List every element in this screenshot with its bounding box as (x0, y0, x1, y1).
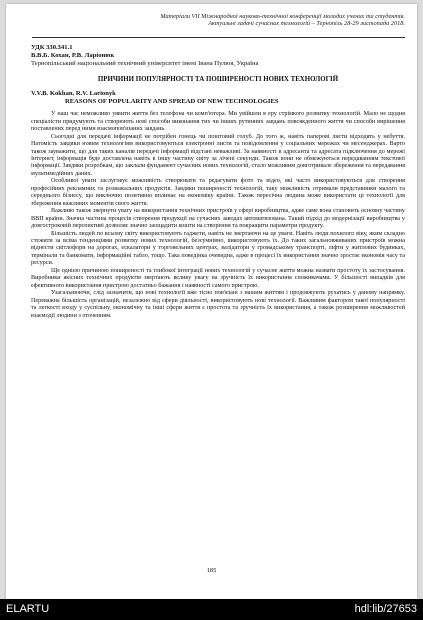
paragraph: Ще однією причиною поширеності та глибокої інтеграції нових технологій у сучасне життя можна назвати простоту їх застосування. Виробники якісних технічних продуктів звертають велику увагу на зручність їх використання споживачами. У більшості випадків для ефективного використання пристрою достатньо бажання і наявності самого пристрою. (31, 267, 405, 289)
repository-name: ELARTU (6, 603, 50, 615)
paragraph: Важливо також звернути увагу на використання технічних пристроїв у сфері виробництва, адже саме вона становить основну частину ВВП країни. Значна частина процесів створення продукції на сучасних заводах автоматизована. Такий підхід до модернізації виробництва у довгостроковій перспективі дозволяє значно заощадити кошти на створення та покращити параметри продукту. (31, 208, 405, 230)
paragraph: Узагальнюючи, слід зазначити, що нові технології вже тісно пов'язані з нашим життям і продовжують рухатись у даному напрямку. Переважна більшість організацій, незалежно від сфери діяльності, використовують нові технології. Важливим фактором такої популярності та легкості входу у суспільну, економічну та інші сфери життя є простота та зручність їх використання, а також розширення можливостей взаємодії людини з оточенням. (31, 290, 405, 319)
udc-code: УДК 330.341.1 (31, 44, 73, 51)
authors-en: V.V.B. Kokhan, R.V. Larionyk (31, 90, 116, 98)
repository-footer-bar (0, 599, 423, 620)
handle-id: hdl:lib/27653 (354, 603, 417, 615)
article-title-en: REASONS OF POPULARITY AND SPREAD OF NEW TECHNOLOGIES (65, 98, 279, 106)
header-rule (32, 37, 405, 38)
english-block (31, 90, 405, 106)
article-title-ua: ПРИЧИНИ ПОПУЛЯРНОСТІ ТА ПОШИРЕНОСТІ НОВИХ ТЕХНОЛОГІЙ (97, 76, 339, 84)
paragraph: Особливої уваги заслуговує можливість створювати та редагувати фото та відео, які часто використовуються для створення професійних рекламних та розважальних продуктів. Завдяки поширеності технологій, таку можливість отримали представники малого та середнього бізнесу, що виключно позитивно вплинає на економіку країни. Також пересічна людина може використати ці технології для збереження важливих моментів свого життя. (31, 178, 405, 207)
paragraph: У наш час неможливо уявити життя без телефона чи комп'ютера. Ми увійшли в еру стрімкого розвитку технологій. Мало не щодня спеціалісти придумують та створюють нові способи виконання тих чи інших рутинних завдань повсякденного життя чи способи вирішення поставлених перед ними взаємопов'язаних завдань. (31, 111, 405, 133)
article-meta (31, 44, 405, 68)
document-page (6, 4, 417, 600)
affiliation: Тернопільський національний технічний університет імені Івана Пулюя, Україна (31, 60, 259, 68)
paragraph: Більшість людей по всьому світу використовують гаджети, навіть не звертаючи на це уваги. Навіть люди похилого віку, яким складно стежити за всіма тенденціями розвитку нових технологій, безсумнівно, використовують їх. До таких загальновживаних пристроїв можна віднести світлофори на дорогах, ескалатори у торговельних центрах, валідатори у громадському транспорті, ліфти у житлових будинках, термінали та банкомати, інформаційні табло, тощо. Така поведінка очевидна, адже в процесі їх використання значно зростає економія часу та ресурси. (31, 230, 405, 267)
page-number: 185 (206, 567, 217, 574)
header-line-1: Матеріали VII Міжнародної науково-технічної конференції молодих учених та студентів. (160, 13, 405, 20)
article-body (31, 111, 405, 320)
article (31, 44, 405, 320)
authors-ua: В.В.Б. Кохан, Р.В. Ларіонюк (31, 52, 115, 60)
paragraph: Сьогодні для передачі інформації не потрібен гонець чи поштовий голуб. До того ж, навіть паперові листи відходять у небуття. Натомість завдяки новим технологіям використовуються електронні листи та повідомлення у соціальних мережах чи месенджерах. Варто також зауважити, що для таких каналів передачі інформації відстані неважливі. За наявності в адресанта та адресата підключення до мережі Інтернет, інформація буде доставлена навіть в іншу частину світу за лічені секунди. Також вони не обмежуються передаванням текстової інформації. Завдяки розробкам, що заклали фундамент сучасних нових технологій, стало можливим довготривале збереження та передавання мультимедійних даних. (31, 133, 405, 177)
header-line-2: Актуальні задачі сучасних технологій – Тернопіль 28-29 листопада 2018. (208, 20, 405, 28)
running-header (32, 13, 405, 28)
